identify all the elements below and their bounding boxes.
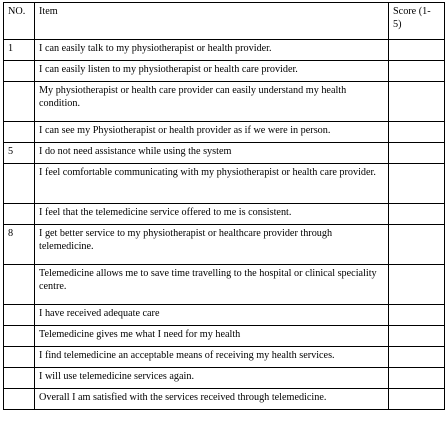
row-number xyxy=(4,305,35,326)
table-row xyxy=(4,347,445,368)
table-row xyxy=(4,389,445,410)
table-row xyxy=(4,61,445,82)
row-score xyxy=(389,225,445,265)
row-score xyxy=(389,40,445,61)
row-number xyxy=(4,389,35,410)
table-row xyxy=(4,225,445,265)
row-score xyxy=(389,305,445,326)
row-score xyxy=(389,143,445,164)
row-score xyxy=(389,164,445,204)
header-score: Score (1- 5) xyxy=(389,3,445,40)
header-row xyxy=(4,3,445,40)
table-row xyxy=(4,368,445,389)
row-number xyxy=(4,164,35,204)
row-item: I can easily listen to my physiotherapist or health care provider. xyxy=(35,61,389,82)
table-row xyxy=(4,265,445,305)
row-number xyxy=(4,122,35,143)
row-number: 1 xyxy=(4,40,35,61)
row-item: My physiotherapist or health care provider can easily understand my health condition. xyxy=(35,82,389,122)
row-score xyxy=(389,347,445,368)
row-number xyxy=(4,347,35,368)
table-row xyxy=(4,40,445,61)
row-item: I can easily talk to my physiotherapist or health provider. xyxy=(35,40,389,61)
table-row xyxy=(4,204,445,225)
row-score xyxy=(389,368,445,389)
row-number: 5 xyxy=(4,143,35,164)
header-item: Item xyxy=(35,3,389,40)
survey-table xyxy=(3,2,445,410)
row-item: I do not need assistance while using the system xyxy=(35,143,389,164)
row-number xyxy=(4,204,35,225)
table-row xyxy=(4,305,445,326)
table-row xyxy=(4,143,445,164)
row-number: 8 xyxy=(4,225,35,265)
row-score xyxy=(389,82,445,122)
row-number xyxy=(4,82,35,122)
row-item: I can see my Physiotherapist or health provider as if we were in person. xyxy=(35,122,389,143)
row-score xyxy=(389,389,445,410)
row-number xyxy=(4,368,35,389)
row-score xyxy=(389,204,445,225)
row-item: I find telemedicine an acceptable means of receiving my health services. xyxy=(35,347,389,368)
row-item: I have received adequate care xyxy=(35,305,389,326)
row-item: I feel that the telemedicine service offered to me is consistent. xyxy=(35,204,389,225)
row-item: Overall I am satisfied with the services received through telemedicine. xyxy=(35,389,389,410)
table-row xyxy=(4,82,445,122)
row-number xyxy=(4,61,35,82)
row-score xyxy=(389,122,445,143)
row-item: I feel comfortable communicating with my physiotherapist or health care provider. xyxy=(35,164,389,204)
table-row xyxy=(4,326,445,347)
row-score xyxy=(389,61,445,82)
row-item: Telemedicine allows me to save time travelling to the hospital or clinical speciality centre. xyxy=(35,265,389,305)
table-row xyxy=(4,122,445,143)
row-score xyxy=(389,265,445,305)
row-item: Telemedicine gives me what I need for my health xyxy=(35,326,389,347)
table-row xyxy=(4,164,445,204)
header-no: NO. xyxy=(4,3,35,40)
row-score xyxy=(389,326,445,347)
row-number xyxy=(4,265,35,305)
row-number xyxy=(4,326,35,347)
row-item: I will use telemedicine services again. xyxy=(35,368,389,389)
row-item: I get better service to my physiotherapist or healthcare provider through telemedicine. xyxy=(35,225,389,265)
